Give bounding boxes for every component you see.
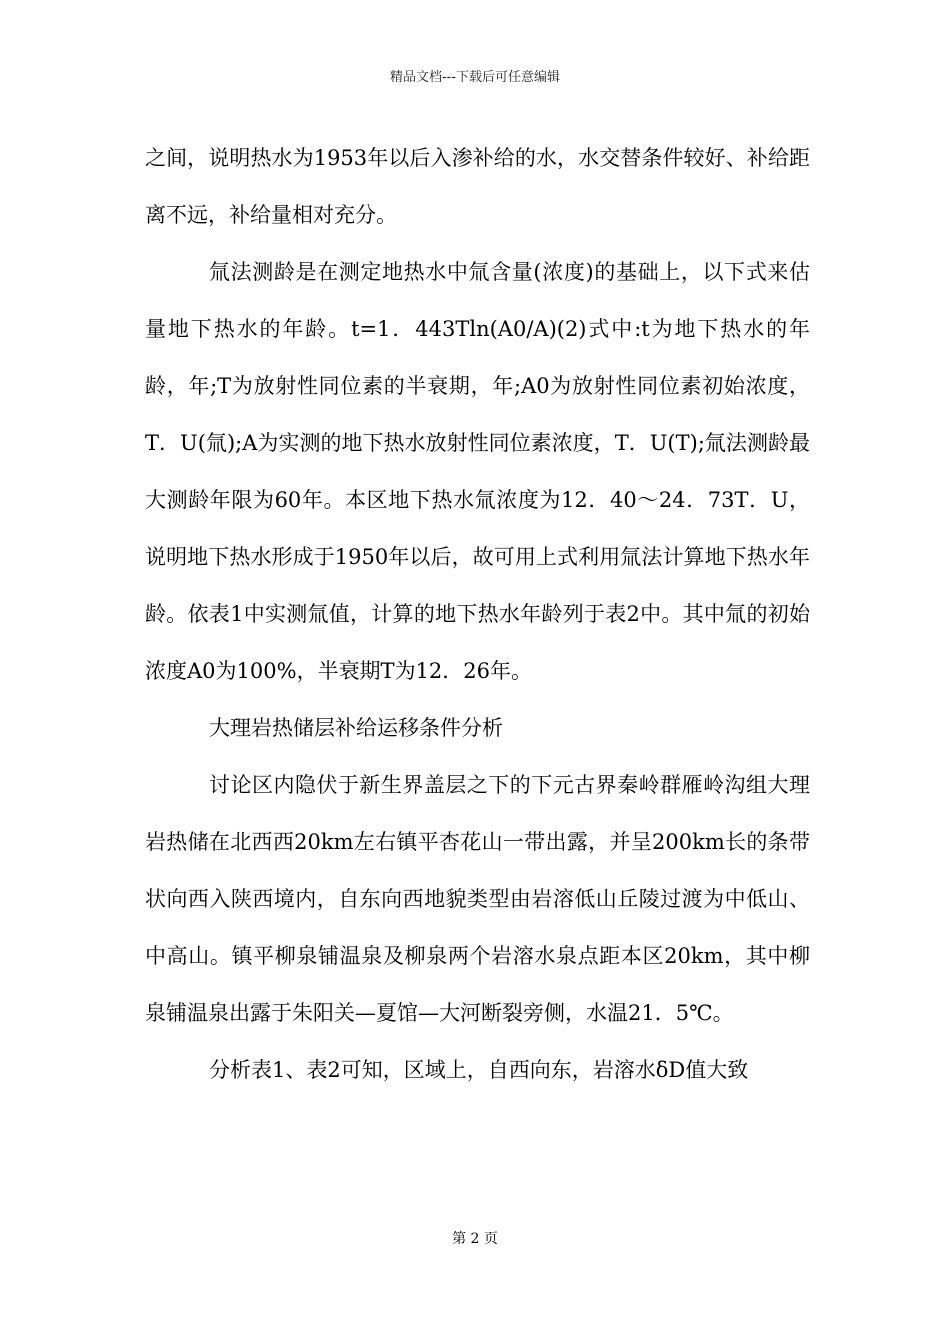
document-body bbox=[145, 130, 810, 1099]
page-header: 精品文档---下载后可任意编辑 bbox=[389, 70, 561, 85]
paragraph-continuation: 之间，说明热水为1953年以后入渗补给的水，水交替条件较好、补给距离不远，补给量相对充分。 bbox=[145, 146, 810, 227]
paragraph-analysis: 分析表1、表2可知，区域上，自西向东，岩溶水δD值大致 bbox=[209, 1058, 749, 1082]
paragraph-tritium-dating: 氚法测龄是在测定地热水中氚含量(浓度)的基础上，以下式来估量地下热水的年龄。t=1．443Tln(A0/A)(2)式中:t为地下热水的年龄，年;T为放射性同位素的半衰期，年;A0为放射性同位素初始浓度，T．U(氚);A为实测的地下热水放射性同位素浓度，T．U(T);氚法测龄最大测龄年限为60年。本区地下热水氚浓度为12．40～24．73T．U，说明地下热水形成于1950年以后，故可用上式利用氚法计算地下热水年龄。依表1中实测氚值，计算的地下热水年龄列于表2中。其中氚的初始浓度A0为100%，半衰期T为12．26年。 bbox=[145, 260, 810, 683]
paragraph-marble-reservoir: 讨论区内隐伏于新生界盖层之下的下元古界秦岭群雁岭沟组大理岩热储在北西西20km左右镇平杏花山一带出露，并呈200km长的条带状向西入陕西境内，自东向西地貌类型由岩溶低山丘陵过渡为中低山、中高山。镇平柳泉铺温泉及柳泉两个岩溶水泉点距本区20km，其中柳泉铺温泉出露于朱阳关—夏馆—大河断裂旁侧，水温21．5℃。 bbox=[145, 773, 810, 1025]
section-heading: 大理岩热储层补给运移条件分析 bbox=[209, 716, 503, 740]
page-number: 第 2 页 bbox=[452, 1231, 498, 1247]
